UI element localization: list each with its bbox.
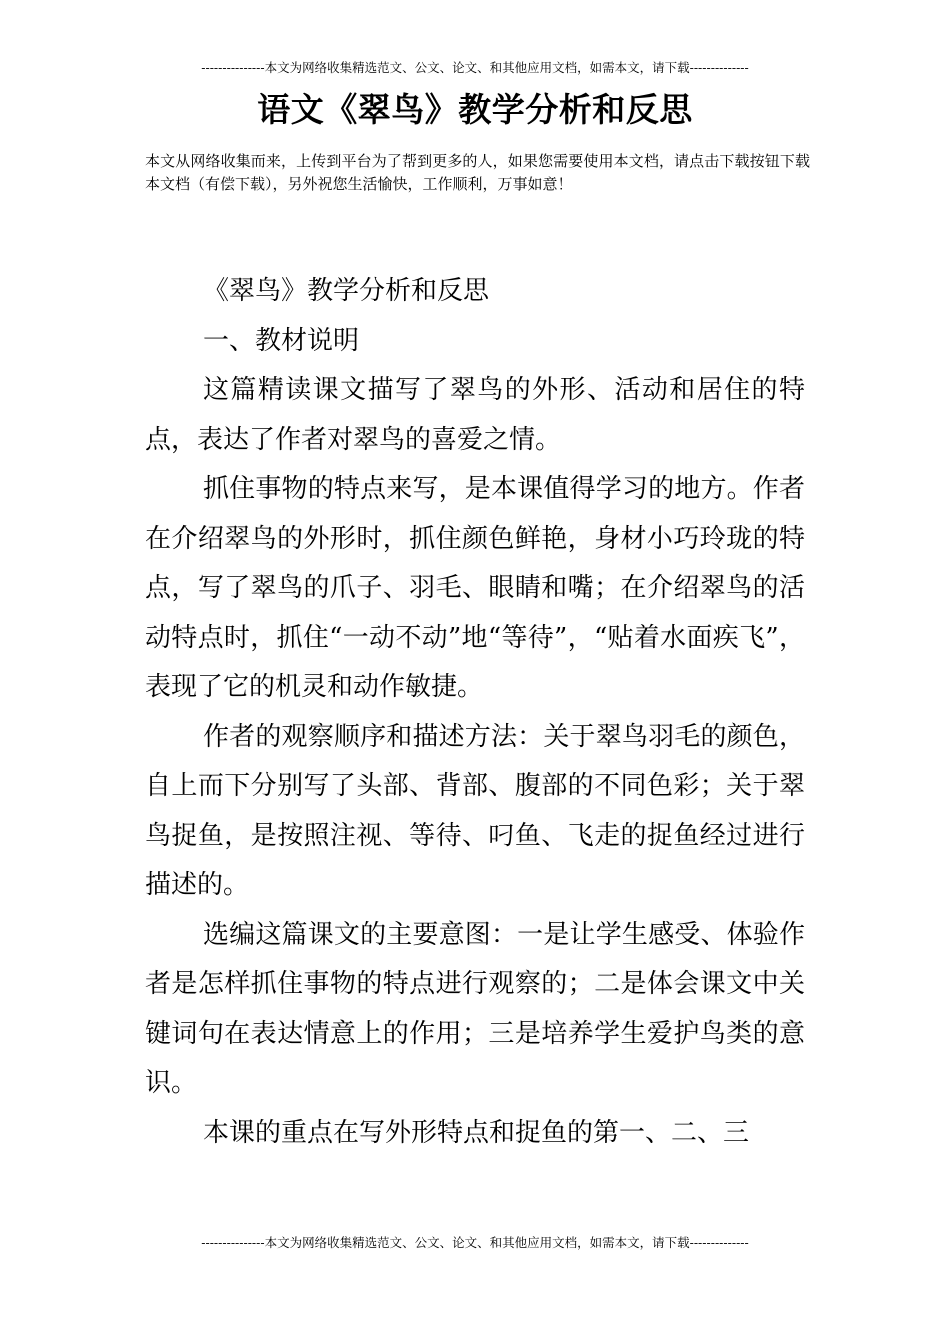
body-paragraph: 选编这篇课文的主要意图：一是让学生感受、体验作者是怎样抓住事物的特点进行观察的；二是体会课文中关键词句在表达情意上的作用；三是培养学生爱护鸟类的意识。 — [145, 919, 805, 1098]
footer-banner: ---------------本文为网络收集精选范文、公文、论文、和其他应用文档，如需本文，请下载-------------- — [201, 1235, 749, 1250]
article-body — [145, 267, 805, 1158]
page-title: 语文《翠鸟》教学分析和反思 — [257, 90, 693, 129]
intro-notice — [145, 150, 810, 196]
section-heading: 一、教材说明 — [203, 325, 360, 356]
body-paragraph: 作者的观察顺序和描述方法：关于翠鸟羽毛的颜色，自上而下分别写了头部、背部、腹部的不同色彩；关于翠鸟捉鱼，是按照注视、等待、叼鱼、飞走的捉鱼经过进行描述的。 — [145, 721, 805, 900]
body-paragraph: 抓住事物的特点来写，是本课值得学习的地方。作者在介绍翠鸟的外形时，抓住颜色鲜艳，身材小巧玲珑的特点，写了翠鸟的爪子、羽毛、眼睛和嘴；在介绍翠鸟的活动特点时，抓住“一动不动”地“等待”，“贴着水面疾飞”，表现了它的机灵和动作敏捷。 — [145, 474, 805, 702]
article-heading: 《翠鸟》教学分析和反思 — [203, 276, 490, 306]
body-paragraph: 本课的重点在写外形特点和捉鱼的第一、二、三 — [203, 1117, 750, 1148]
body-paragraph: 这篇精读课文描写了翠鸟的外形、活动和居住的特点，表达了作者对翠鸟的喜爱之情。 — [145, 375, 805, 455]
header-banner: ---------------本文为网络收集精选范文、公文、论文、和其他应用文档，如需本文，请下载-------------- — [201, 60, 749, 75]
intro-paragraph: 本文从网络收集而来，上传到平台为了帮到更多的人，如果您需要使用本文档，请点击下载按钮下载本文档（有偿下载），另外祝您生活愉快，工作顺利，万事如意！ — [145, 152, 810, 193]
